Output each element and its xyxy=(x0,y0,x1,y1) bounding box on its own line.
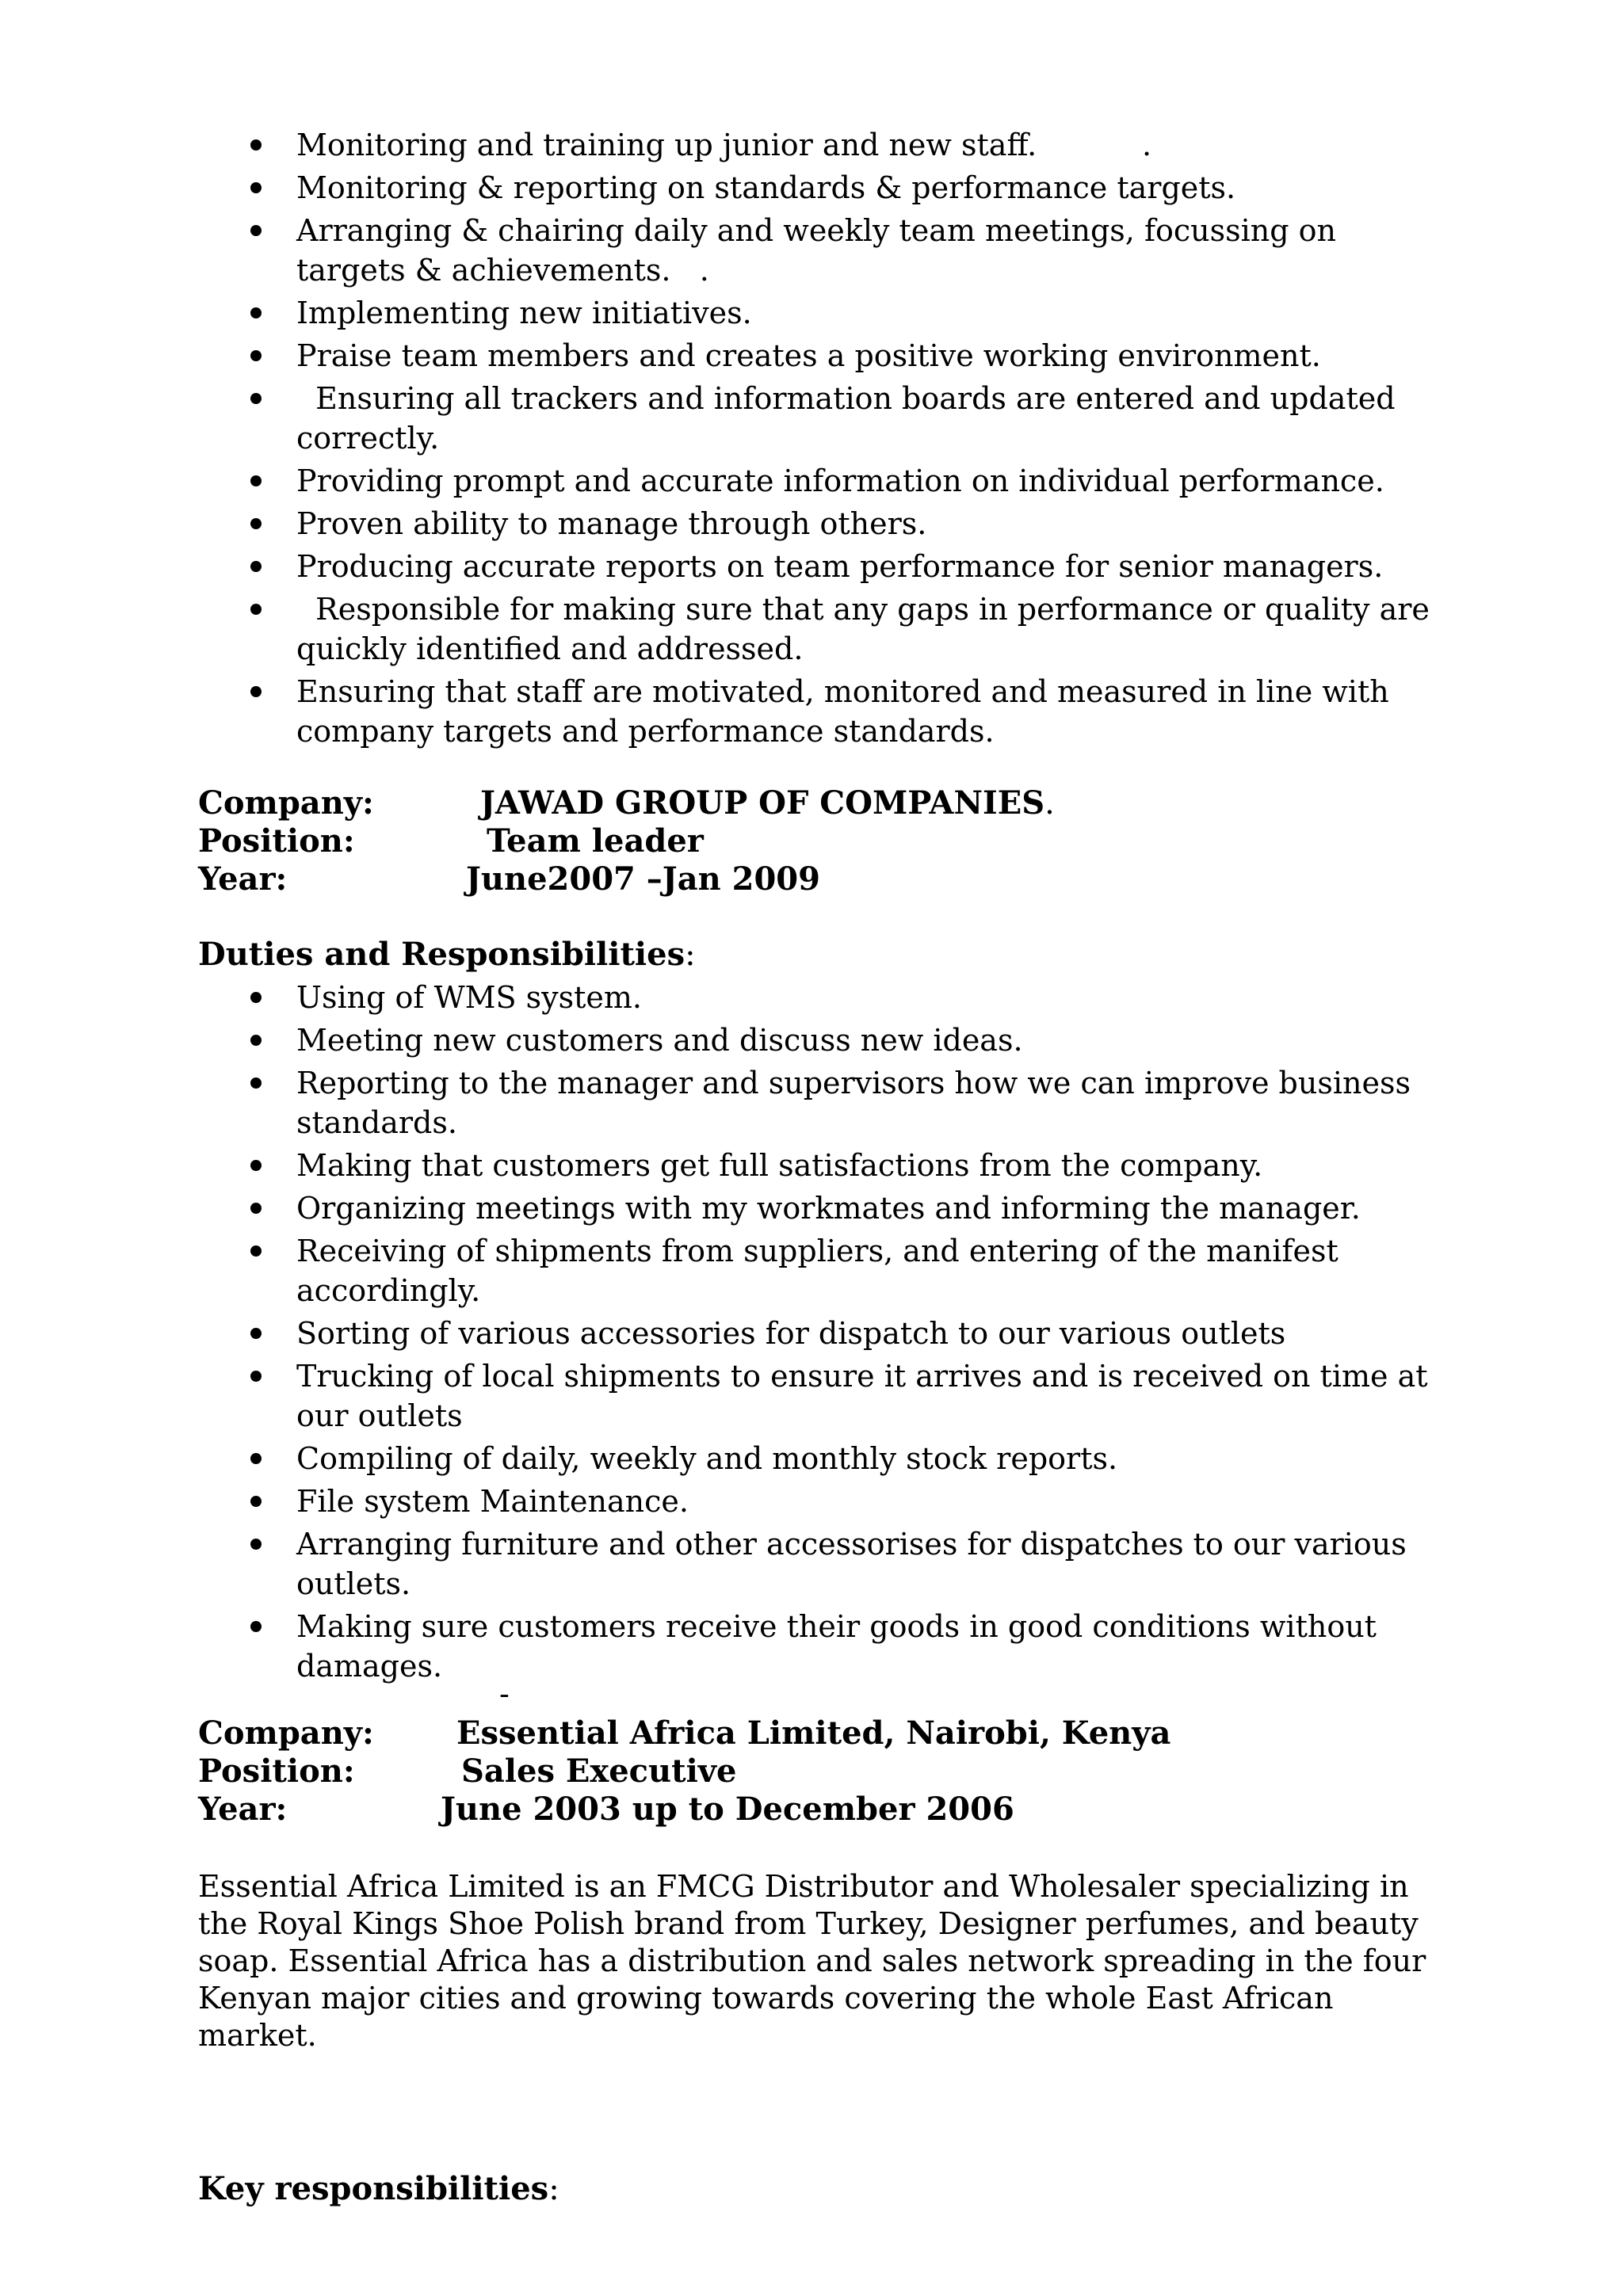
year-value: June 2003 up to December 2006 xyxy=(441,1791,1014,1828)
list-item-text: Ensuring all trackers and information boards are entered and updated correctly. xyxy=(296,381,1405,456)
list-item-text: Making sure customers receive their goods in good conditions without damages. xyxy=(296,1609,1387,1684)
bullet-icon xyxy=(250,518,262,529)
list-item-text: Sorting of various accessories for dispatch to our various outlets xyxy=(296,1316,1286,1351)
list-item-text: Trucking of local shipments to ensure it arrives and is received on time at our outlets xyxy=(296,1359,1438,1433)
bullet-icon xyxy=(250,1035,262,1046)
company-description: Essential Africa Limited is an FMCG Distributor and Wholesaler specializing in the Royal Kings Shoe Polish brand from Turkey, Designer perfumes, and beauty soap. Essential Africa has a distribution and sales network spreading in the four Kenyan major cities and growing towards covering the whole East African market. xyxy=(198,1869,1426,2053)
list-item xyxy=(0,1146,1434,1185)
position-value: Team leader xyxy=(487,822,704,860)
trailing-dash: - xyxy=(499,1676,510,1711)
list-item xyxy=(0,379,1434,458)
bullet-icon xyxy=(250,686,262,697)
list-item-text: Meeting new customers and discuss new ideas. xyxy=(296,1023,1023,1058)
list-item-text: Using of WMS system. xyxy=(296,980,642,1015)
company-label: Company: xyxy=(198,1714,374,1752)
list-item xyxy=(0,336,1434,376)
company-name: JAWAD GROUP OF COMPANIES. xyxy=(480,784,1055,822)
list-item xyxy=(0,1439,1434,1478)
list-item xyxy=(0,461,1434,501)
bullet-icon xyxy=(250,1328,262,1339)
list-item xyxy=(0,504,1434,543)
list-item xyxy=(0,978,1434,1017)
year-label: Year: xyxy=(198,1791,288,1828)
bullet-icon xyxy=(250,1160,262,1171)
bullet-icon xyxy=(250,1077,262,1089)
position-value: Sales Executive xyxy=(461,1753,737,1790)
bullet-icon xyxy=(250,1203,262,1214)
list-item-text: Making that customers get full satisfactions from the company. xyxy=(296,1148,1263,1183)
list-item-text: Producing accurate reports on team performance for senior managers. xyxy=(296,549,1384,584)
list-item-text: Monitoring & reporting on standards & performance targets. xyxy=(296,170,1236,205)
list-item-text: Monitoring and training up junior and new staff. . xyxy=(296,128,1152,162)
bullet-icon xyxy=(250,225,262,236)
company-name: Essential Africa Limited, Nairobi, Kenya xyxy=(456,1714,1171,1752)
list-item-text: Reporting to the manager and supervisors how we can improve business standards. xyxy=(296,1066,1421,1140)
year-value: June2007 –Jan 2009 xyxy=(466,860,820,898)
list-item xyxy=(0,1020,1434,1060)
bullet-icon xyxy=(250,1496,262,1507)
list-item xyxy=(0,1524,1434,1604)
bullet-icon xyxy=(250,561,262,572)
list-item xyxy=(0,547,1434,586)
bullet-icon xyxy=(250,1245,262,1257)
list-item xyxy=(0,1356,1438,1436)
list-item-text: Receiving of shipments from suppliers, and entering of the manifest accordingly. xyxy=(296,1234,1348,1308)
list-item xyxy=(0,1063,1434,1142)
list-item xyxy=(0,1314,1434,1353)
list-item-text: Organizing meetings with my workmates and informing the manager. xyxy=(296,1191,1361,1226)
duties-list xyxy=(0,978,1623,1689)
list-item-text: Providing prompt and accurate information on individual performance. xyxy=(296,463,1384,498)
list-item xyxy=(0,672,1434,751)
list-item-text: Ensuring that staff are motivated, monitored and measured in line with company targets and performance standards. xyxy=(296,674,1399,749)
bullet-icon xyxy=(250,475,262,486)
list-item xyxy=(0,589,1440,669)
year-label: Year: xyxy=(198,860,288,898)
bullet-icon xyxy=(250,992,262,1003)
bullet-icon xyxy=(250,1453,262,1464)
list-item-text: Compiling of daily, weekly and monthly stock reports. xyxy=(296,1441,1118,1476)
bullet-icon xyxy=(250,1539,262,1550)
list-item-text: Proven ability to manage through others. xyxy=(296,506,927,541)
position-label: Position: xyxy=(198,1753,355,1790)
list-item xyxy=(0,293,1434,333)
list-item xyxy=(0,168,1434,208)
bullet-icon xyxy=(250,182,262,193)
list-item xyxy=(0,1231,1434,1310)
bullet-icon xyxy=(250,139,262,151)
position-label: Position: xyxy=(198,822,355,860)
list-item-text: Arranging & chairing daily and weekly team meetings, focussing on targets & achievements. . xyxy=(296,213,1346,288)
list-item xyxy=(0,1188,1434,1228)
list-item-text: Responsible for making sure that any gaps in performance or quality are quickly identified and addressed. xyxy=(296,592,1440,666)
list-item xyxy=(0,125,1434,165)
key-responsibilities-heading: Key responsibilities: xyxy=(198,2170,559,2207)
bullet-icon xyxy=(250,350,262,361)
list-item-text: Implementing new initiatives. xyxy=(296,296,752,330)
list-item xyxy=(0,211,1434,290)
list-item xyxy=(0,1607,1434,1686)
bullet-icon xyxy=(250,1621,262,1632)
list-item-text: Praise team members and creates a positive working environment. xyxy=(296,338,1321,373)
list-item xyxy=(0,1482,1434,1521)
bullet-icon xyxy=(250,307,262,318)
responsibilities-list xyxy=(0,125,1623,754)
company-label: Company: xyxy=(198,784,374,822)
list-item-text: File system Maintenance. xyxy=(296,1484,689,1519)
bullet-icon xyxy=(250,604,262,615)
bullet-icon xyxy=(250,393,262,404)
list-item-text: Arranging furniture and other accessorises for dispatches to our various outlets. xyxy=(296,1527,1416,1601)
duties-heading: Duties and Responsibilities: xyxy=(198,936,696,973)
bullet-icon xyxy=(250,1371,262,1382)
